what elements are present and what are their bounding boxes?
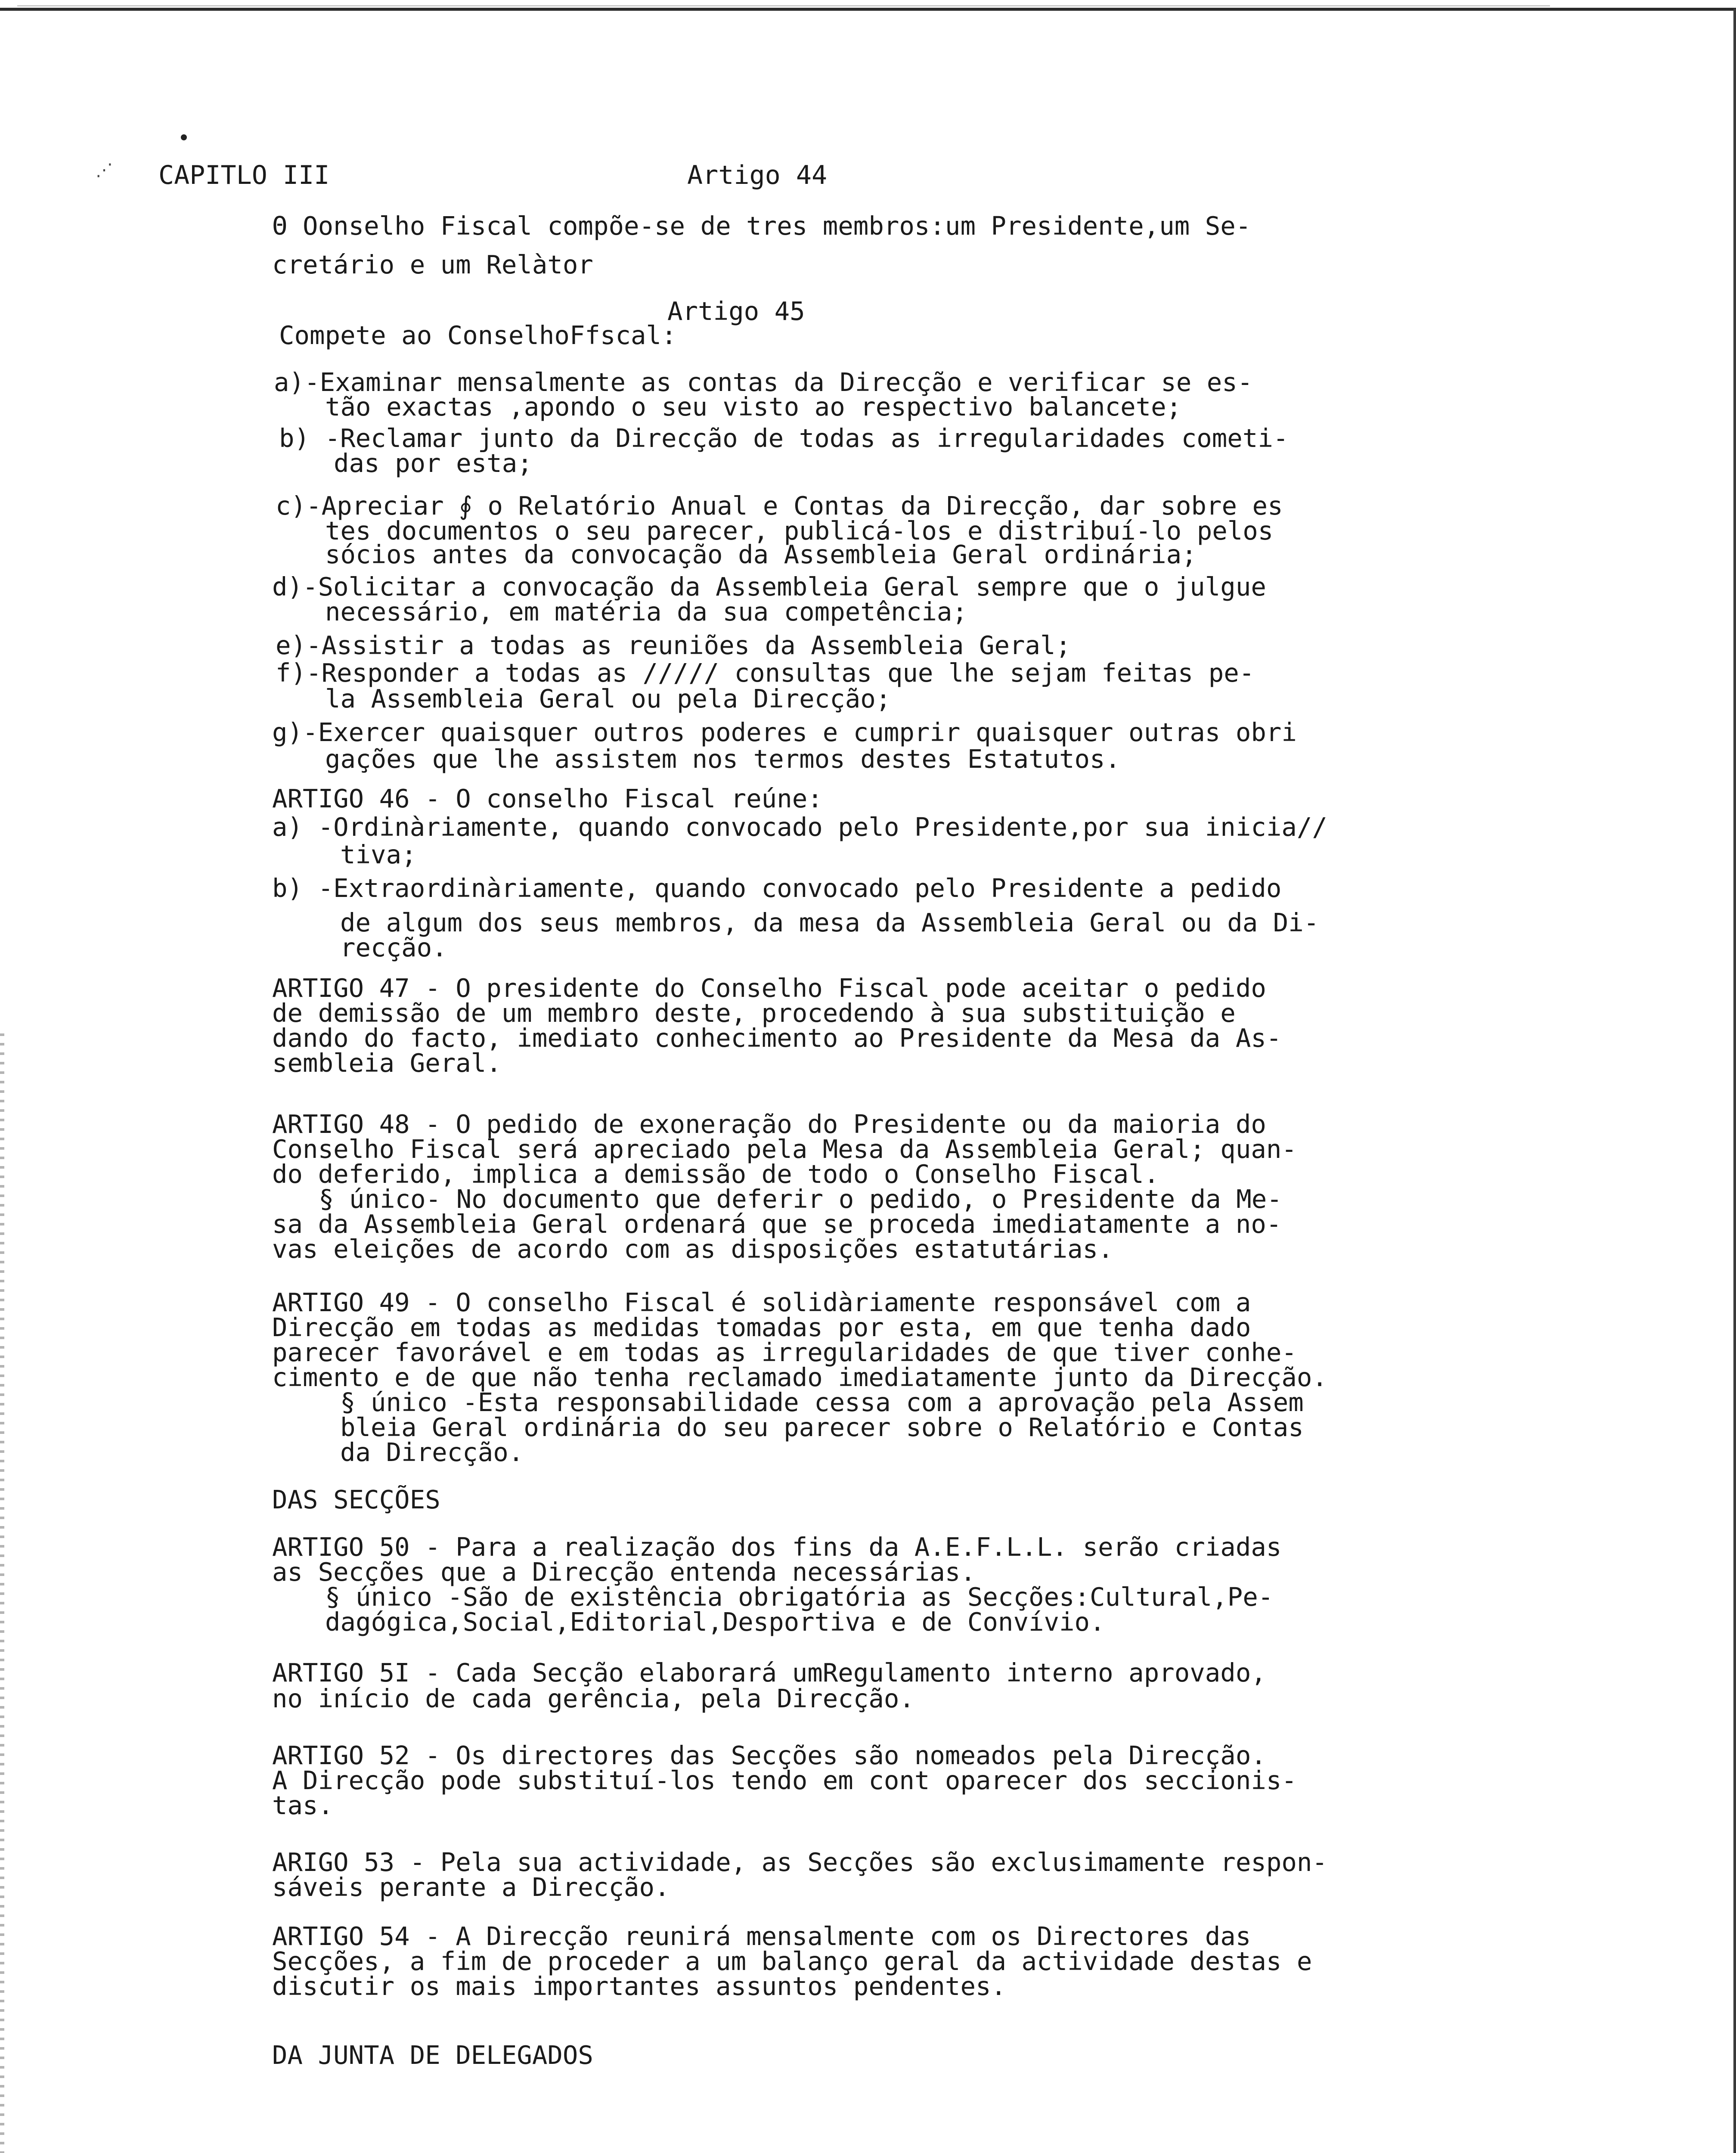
section-heading: DA JUNTA DE DELEGADOS bbox=[272, 2040, 593, 2070]
text-line: § único -São de existência obrigatória as Secções:Cultural,Pe- bbox=[325, 1582, 1274, 1612]
text-line: bleia Geral ordinária do seu parecer sobre o Relatório e Contas bbox=[340, 1412, 1304, 1442]
text-line: dando do facto, imediato conhecimento ao Presidente da Mesa da As- bbox=[272, 1023, 1282, 1053]
text-line: b) -Extraordinàriamente, quando convocado pelo Presidente a pedido bbox=[272, 873, 1282, 903]
scan-edge-top bbox=[0, 8, 1736, 11]
text-line: no início de cada gerência, pela Direcção. bbox=[272, 1684, 914, 1713]
text-line: do deferido, implica a demissão de todo o Conselho Fiscal. bbox=[272, 1159, 1159, 1189]
text-line: c)-Apreciar ∮ o Relatório Anual e Contas da Direcção, dar sobre es bbox=[276, 491, 1283, 521]
text-line: sembleia Geral. bbox=[272, 1048, 502, 1078]
article-heading: Artigo 45 bbox=[667, 296, 805, 326]
scan-edge-right bbox=[1733, 9, 1736, 2153]
text-line: § único- No documento que deferir o pedido, o Presidente da Me- bbox=[319, 1184, 1282, 1214]
text-line: g)-Exercer quaisquer outros poderes e cumprir quaisquer outras obri bbox=[272, 717, 1297, 747]
text-line: Secções, a fim de proceder a um balanço geral da actividade destas e bbox=[272, 1946, 1312, 1976]
text-line: de demissão de um membro deste, procedendo à sua substituição e bbox=[272, 998, 1236, 1028]
text-line: tes documentos o seu parecer, publicá-los e distribuí-lo pelos bbox=[325, 516, 1274, 546]
margin-mark-icon: ⋰ bbox=[96, 160, 113, 180]
article-heading: ARTIGO 54 - A Direcção reunirá mensalmente com os Directores das bbox=[272, 1921, 1251, 1951]
text-line: e)-Assistir a todas as reuniões da Assembleia Geral; bbox=[276, 630, 1071, 660]
chapter-heading: CAPITLO III bbox=[158, 160, 330, 190]
article-heading: ARTIGO 50 - Para a realização dos fins da A.E.F.L.L. serão criadas bbox=[272, 1532, 1282, 1562]
article-heading: ARTIGO 47 - O presidente do Conselho Fiscal pode aceitar o pedido bbox=[272, 973, 1266, 1003]
text-line: tiva; bbox=[340, 840, 417, 869]
article-44-title: Artigo 44 bbox=[687, 160, 828, 190]
article-heading: ARIGO 53 - Pela sua actividade, as Secções são exclusimamente respon- bbox=[272, 1847, 1327, 1877]
text-line: sócios antes da convocação da Assembleia Geral ordinária; bbox=[325, 540, 1197, 569]
text-line: de algum dos seus membros, da mesa da Assembleia Geral ou da Di- bbox=[340, 908, 1319, 937]
ink-dot bbox=[181, 134, 187, 140]
text-line: vas eleições de acordo com as disposições estatutárias. bbox=[272, 1234, 1113, 1264]
text-line: a) -Ordinàriamente, quando convocado pelo Presidente,por sua inicia// bbox=[272, 812, 1327, 842]
text-line: f)-Responder a todas as ///// consultas que lhe sejam feitas pe- bbox=[276, 658, 1255, 688]
text-line: cretário e um Relàtor bbox=[272, 250, 593, 279]
text-line: da Direcção. bbox=[340, 1437, 524, 1467]
text-line: Direcção em todas as medidas tomadas por esta, em que tenha dado bbox=[272, 1312, 1251, 1342]
text-line: das por esta; bbox=[334, 448, 533, 478]
article-heading: ARTIGO 52 - Os directores das Secções são nomeados pela Direcção. bbox=[272, 1740, 1266, 1770]
text-line: d)-Solicitar a convocação da Assembleia Geral sempre que o julgue bbox=[272, 572, 1266, 602]
text-line: sáveis perante a Direcção. bbox=[272, 1872, 670, 1902]
scan-edge-left-speckle bbox=[0, 1033, 4, 2153]
text-line: § único -Esta responsabilidade cessa com a aprovação pela Assem bbox=[340, 1387, 1304, 1417]
text-line: as Secções que a Direcção entenda necessárias. bbox=[272, 1557, 976, 1587]
text-line: dagógica,Social,Editorial,Desportiva e de Convívio. bbox=[325, 1607, 1105, 1637]
text-line: sa da Assembleia Geral ordenará que se proceda imediatamente a no- bbox=[272, 1209, 1282, 1239]
text-line: tas. bbox=[272, 1790, 334, 1820]
text-line: tão exactas ,apondo o seu visto ao respectivo balancete; bbox=[325, 392, 1182, 422]
text-line: gações que lhe assistem nos termos destes Estatutos. bbox=[325, 744, 1121, 774]
article-heading: ARTIGO 48 - O pedido de exoneração do Presidente ou da maioria do bbox=[272, 1109, 1266, 1139]
text-line: discutir os mais importantes assuntos pendentes. bbox=[272, 1971, 1007, 2001]
text-line: necessário, em matéria da sua competência; bbox=[325, 597, 967, 627]
text-line: cimento e de que não tenha reclamado imediatamente junto da Direcção. bbox=[272, 1362, 1327, 1392]
article-heading: ARTIGO 49 - O conselho Fiscal é solidàriamente responsável com a bbox=[272, 1287, 1251, 1317]
section-heading: DAS SECÇÕES bbox=[272, 1485, 440, 1514]
text-line: la Assembleia Geral ou pela Direcção; bbox=[325, 684, 891, 714]
text-line: b) -Reclamar junto da Direcção de todas as irregularidades cometi- bbox=[279, 423, 1289, 453]
text-line: a)-Examinar mensalmente as contas da Direcção e verificar se es- bbox=[274, 367, 1253, 397]
scan-edge-top-light bbox=[17, 5, 1550, 6]
article-heading: ARTIGO 5I - Cada Secção elaborará umRegulamento interno aprovado, bbox=[272, 1658, 1266, 1688]
text-line: Θ Oonselho Fiscal compõe-se de tres membros:um Presidente,um Se- bbox=[272, 211, 1251, 241]
text-line: A Direcção pode substituí-los tendo em cont oparecer dos seccionis- bbox=[272, 1765, 1297, 1795]
text-line: parecer favorável e em todas as irregularidades de que tiver conhe- bbox=[272, 1337, 1297, 1367]
text-line: Conselho Fiscal será apreciado pela Mesa da Assembleia Geral; quan- bbox=[272, 1134, 1297, 1164]
text-line: Compete ao ConselhoFfscal: bbox=[279, 320, 677, 350]
article-heading: ARTIGO 46 - O conselho Fiscal reúne: bbox=[272, 784, 823, 813]
text-line: recção. bbox=[340, 933, 447, 962]
